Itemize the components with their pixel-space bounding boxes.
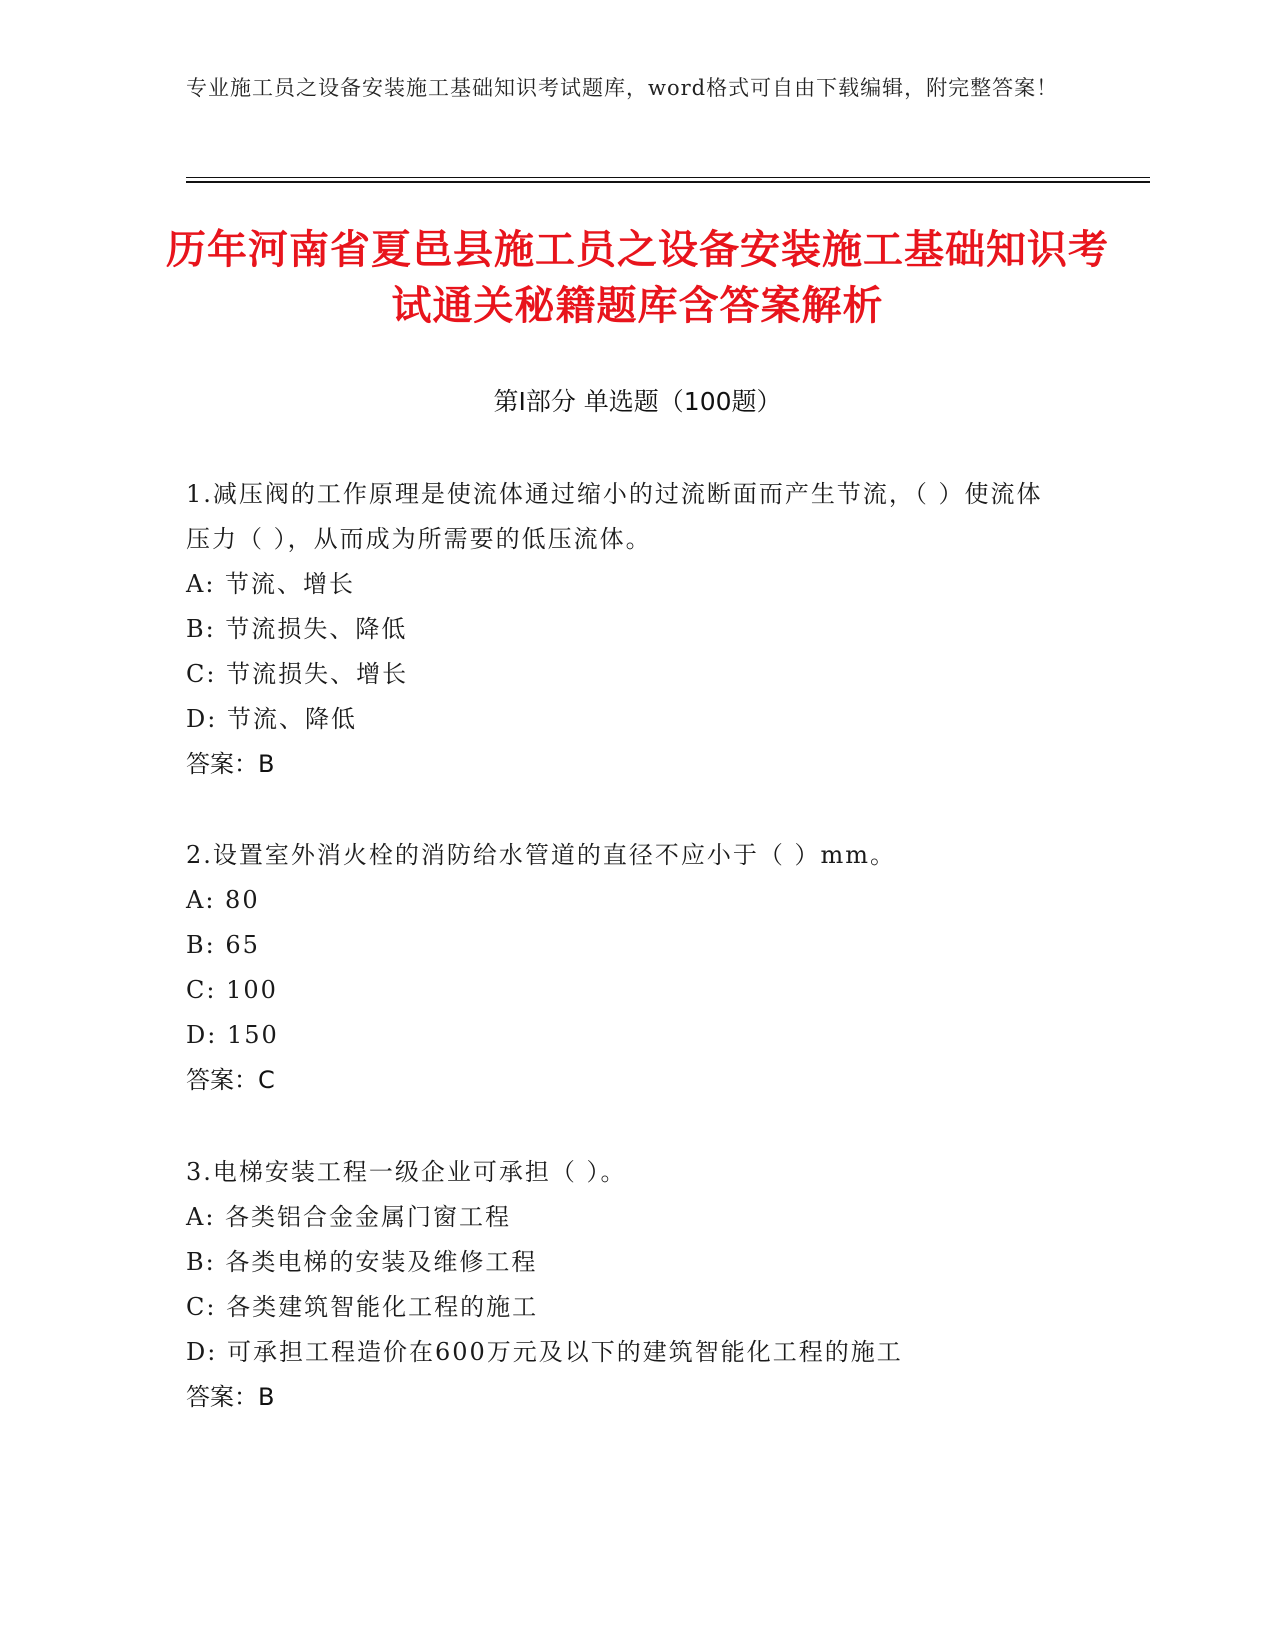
question-3 [186,1150,1066,1420]
option-c: C: 节流损失、增长 [186,660,409,688]
option-b: B: 65 [186,931,260,959]
header-note: 专业施工员之设备安装施工基础知识考试题库，word格式可自由下载编辑，附完整答案！ [186,76,1059,100]
option-c: C: 各类建筑智能化工程的施工 [186,1293,539,1321]
header-divider-thin [186,177,1150,178]
option-a: A: 各类铝合金金属门窗工程 [186,1203,512,1231]
question-stem: 3.电梯安装工程一级企业可承担（ ）。 [186,1158,627,1186]
document-title: 历年河南省夏邑县施工员之设备安装施工基础知识考试通关秘籍题库含答案解析 [166,227,1109,329]
question-1 [186,472,1066,787]
header-divider-thick [186,181,1150,183]
option-a: A: 80 [186,886,260,914]
option-b: B: 各类电梯的安装及维修工程 [186,1248,538,1276]
option-d: D: 可承担工程造价在600万元及以下的建筑智能化工程的施工 [186,1338,903,1366]
option-d: D: 节流、降低 [186,705,357,733]
answer: 答案：B [186,750,275,778]
answer: 答案：B [186,1383,275,1411]
option-a: A: 节流、增长 [186,570,356,598]
question-stem: 1.减压阀的工作原理是使流体通过缩小的过流断面而产生节流，（ ）使流体压力（ ），从而成为所需要的低压流体。 [186,480,1043,553]
section-title: 第I部分 单选题（100题） [493,387,782,416]
option-c: C: 100 [186,976,278,1004]
question-stem: 2.设置室外消火栓的消防给水管道的直径不应小于（ ）mm。 [186,841,897,869]
question-2 [186,833,1066,1103]
option-d: D: 150 [186,1021,279,1049]
option-b: B: 节流损失、降低 [186,615,408,643]
answer: 答案：C [186,1066,275,1094]
